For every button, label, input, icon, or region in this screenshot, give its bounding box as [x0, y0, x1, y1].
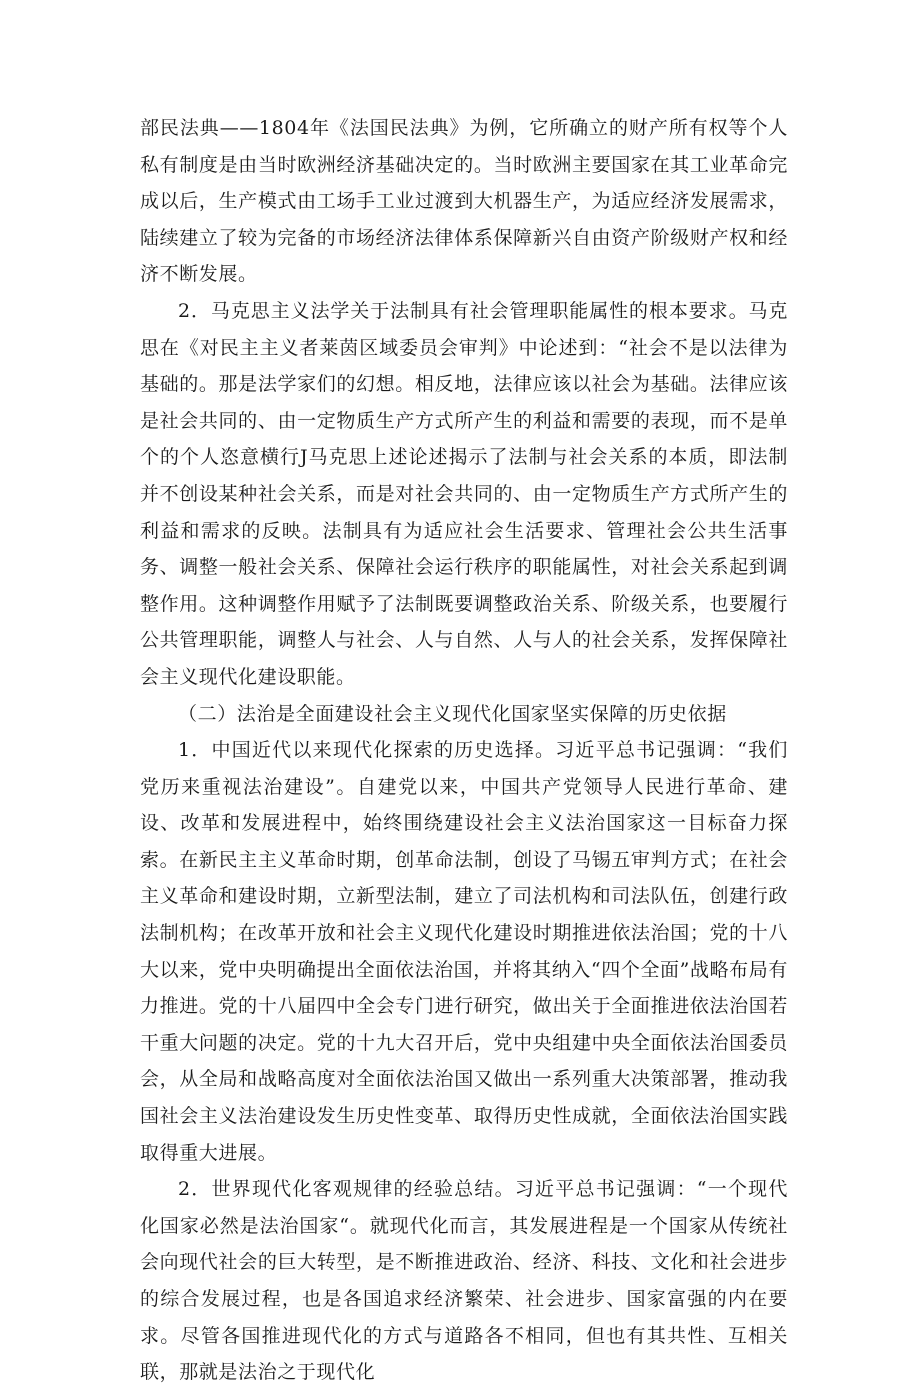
paragraph-civil-code: 部民法典——1804年《法国民法典》为例，它所确立的财产所有权等个人私有制度是由当时欧洲经济基础决定的。当时欧洲主要国家在其工业革命完成以后，生产模式由工场手工业过渡到大机器生产，为适应经济发展需求，陆续建立了较为完备的市场经济法律体系保障新兴自由资产阶级财产权和经济不断发展。: [140, 117, 788, 286]
section-heading-historical-basis: （二）法治是全面建设社会主义现代化国家坚实保障的历史依据: [178, 702, 727, 725]
paragraph-china-modernization: 1．中国近代以来现代化探索的历史选择。习近平总书记强调：“我们党历来重视法治建设”。自建党以来，中国共产党领导人民进行革命、建设、改革和发展进程中，始终围绕建设社会主义法治国家这一目标奋力探索。在新民主主义革命时期，创革命法制，创设了马锡五审判方式；在社会主义革命和建设时期，立新型法制，建立了司法机构和司法队伍，创建行政法制机构；在改革开放和社会主义现代化建设时期推进依法治国；党的十八大以来，党中央明确提出全面依法治国，并将其纳入“四个全面”战略布局有力推进。党的十八届四中全会专门进行研究，做出关于全面推进依法治国若干重大问题的决定。党的十九大召开后，党中央组建中央全面依法治国委员会，从全局和战略高度对全面依法治国又做出一系列重大决策部署，推动我国社会主义法治建设发生历史性变革、取得历史性成就，全面依法治国实践取得重大进展。: [140, 739, 788, 1164]
paragraph-marxist-jurisprudence: 2．马克思主义法学关于法制具有社会管理职能属性的根本要求。马克思在《对民主主义者莱茵区域委员会审判》中论述到：“社会不是以法律为基础的。那是法学家们的幻想。相反地，法律应该以社会为基础。法律应该是社会共同的、由一定物质生产方式所产生的利益和需要的表现，而不是单个的个人恣意横行J马克思上述论述揭示了法制与社会关系的本质，即法制并不创设某种社会关系，而是对社会共同的、由一定物质生产方式所产生的利益和需求的反映。法制具有为适应社会生活要求、管理社会公共生活事务、调整一般社会关系、保障社会运行秩序的职能属性，对社会关系起到调整作用。这种调整作用赋予了法制既要调整政治关系、阶级关系，也要履行公共管理职能，调整人与社会、人与自然、人与人的社会关系，发挥保障社会主义现代化建设职能。: [140, 299, 788, 688]
document-body: [140, 110, 788, 1391]
paragraph-world-modernization: 2．世界现代化客观规律的经验总结。习近平总书记强调：“一个现代化国家必然是法治国家“。就现代化而言，其发展进程是一个国家从传统社会向现代社会的巨大转型，是不断推进政治、经济、科技、文化和社会进步的综合发展过程，也是各国追求经济繁荣、社会进步、国家富强的内在要求。尽管各国推进现代化的方式与道路各不相同，但也有其共性、互相关联，那就是法治之于现代化: [140, 1178, 788, 1384]
